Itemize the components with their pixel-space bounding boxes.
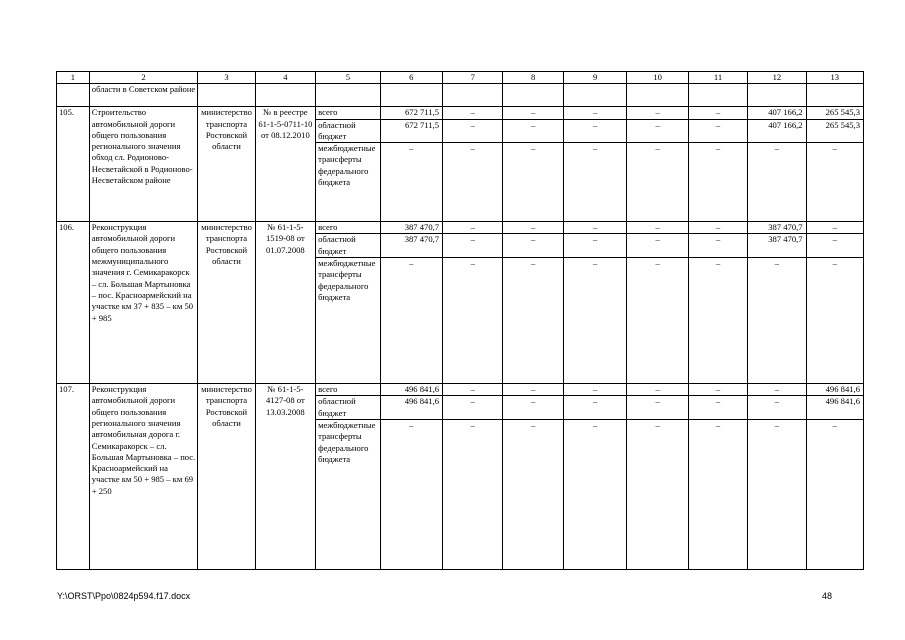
- col-header: 11: [688, 72, 747, 84]
- row-number: 106.: [57, 222, 90, 384]
- funding-source: всего: [316, 384, 381, 396]
- executor: министерство транспорта Ростовской области: [198, 107, 255, 222]
- value-col10: –: [627, 222, 688, 234]
- value-col9: –: [563, 396, 626, 420]
- value-col7: –: [443, 234, 503, 258]
- continuation-row: [57, 84, 864, 107]
- value-col11: –: [688, 258, 747, 384]
- value-col11: –: [688, 396, 747, 420]
- registration-number: № в реестре 61-1-5-0711-10 от 08.12.2010: [255, 107, 315, 222]
- value-col8: –: [503, 419, 563, 569]
- value-col12: –: [748, 419, 806, 569]
- executor: министерство транспорта Ростовской области: [198, 222, 255, 384]
- value-col10: –: [627, 258, 688, 384]
- value-col11: –: [688, 119, 747, 143]
- value-col13: 496 841,6: [806, 396, 863, 420]
- value-col8: –: [503, 143, 563, 222]
- value-col8: –: [503, 119, 563, 143]
- value-col8: –: [503, 258, 563, 384]
- value-col12: 407 166,2: [748, 107, 806, 119]
- value-col13: –: [806, 419, 863, 569]
- data-table: [56, 71, 864, 570]
- value-col6: 496 841,6: [380, 396, 442, 420]
- col-header: 1: [57, 72, 90, 84]
- table-row: [57, 107, 864, 119]
- value-col9: –: [563, 119, 626, 143]
- object-name: Реконструкция автомобильной дороги общего пользования межмуниципального значения г. Семикаракорск – сл. Большая Мартыновка – пос. Красноармейский на участке км 37 + 835 – км 50 + 985: [89, 222, 198, 384]
- value-col12: –: [748, 396, 806, 420]
- value-col7: –: [443, 143, 503, 222]
- col-header: 2: [89, 72, 198, 84]
- value-col10: –: [627, 119, 688, 143]
- registration-number: № 61-1-5-4127-08 от 13.03.2008: [255, 384, 315, 570]
- value-col12: 387 470,7: [748, 234, 806, 258]
- value-col13: 496 841,6: [806, 384, 863, 396]
- value-col7: –: [443, 396, 503, 420]
- footer-file-path: Y:\ORST\Ppo\0824p594.f17.docx: [57, 591, 191, 601]
- col-header: 7: [443, 72, 503, 84]
- value-col7: –: [443, 384, 503, 396]
- value-col6: 672 711,5: [380, 119, 442, 143]
- col-header: 3: [198, 72, 255, 84]
- object-name: Реконструкция автомобильной дороги общего пользования регионального значения автомобильная дорога г. Семикаракорск – сл. Большая Мартыновка – пос. Красноармейский на участке км 50 + 985 – км 69 + 250: [89, 384, 198, 570]
- value-col9: –: [563, 222, 626, 234]
- funding-source: областной бюджет: [316, 119, 381, 143]
- funding-source: межбюджетные трансферты федерального бюджета: [316, 143, 381, 222]
- value-col13: –: [806, 222, 863, 234]
- row-number: 105.: [57, 107, 90, 222]
- value-col9: –: [563, 384, 626, 396]
- value-col8: –: [503, 222, 563, 234]
- continuation-name: области в Советском районе: [89, 84, 198, 107]
- value-col13: –: [806, 234, 863, 258]
- value-col12: –: [748, 143, 806, 222]
- value-col11: –: [688, 419, 747, 569]
- value-col6: 672 711,5: [380, 107, 442, 119]
- value-col9: –: [563, 419, 626, 569]
- value-col6: –: [380, 143, 442, 222]
- row-number: 107.: [57, 384, 90, 570]
- value-col11: –: [688, 107, 747, 119]
- funding-source: областной бюджет: [316, 234, 381, 258]
- value-col9: –: [563, 143, 626, 222]
- value-col10: –: [627, 234, 688, 258]
- footer-page-number: 48: [822, 591, 833, 601]
- value-col9: –: [563, 234, 626, 258]
- value-col8: –: [503, 384, 563, 396]
- value-col11: –: [688, 384, 747, 396]
- value-col11: –: [688, 234, 747, 258]
- value-col13: –: [806, 258, 863, 384]
- value-col7: –: [443, 419, 503, 569]
- value-col10: –: [627, 396, 688, 420]
- value-col6: –: [380, 258, 442, 384]
- funding-source: всего: [316, 222, 381, 234]
- value-col6: –: [380, 419, 442, 569]
- value-col9: –: [563, 107, 626, 119]
- value-col13: 265 545,3: [806, 107, 863, 119]
- funding-source: областной бюджет: [316, 396, 381, 420]
- value-col7: –: [443, 258, 503, 384]
- funding-source: межбюджетные трансферты федерального бюджета: [316, 258, 381, 384]
- value-col10: –: [627, 107, 688, 119]
- value-col11: –: [688, 143, 747, 222]
- value-col12: –: [748, 258, 806, 384]
- value-col6: 387 470,7: [380, 222, 442, 234]
- col-header: 4: [255, 72, 315, 84]
- value-col8: –: [503, 396, 563, 420]
- value-col11: –: [688, 222, 747, 234]
- value-col10: –: [627, 384, 688, 396]
- object-name: Строительство автомобильной дороги общего пользования регионального значения обход сл. Родионово-Несветайской в Родионово-Несветайском районе: [89, 107, 198, 222]
- registration-number: № 61-1-5-1519-08 от 01.07.2008: [255, 222, 315, 384]
- col-header: 13: [806, 72, 863, 84]
- col-header: 6: [380, 72, 442, 84]
- value-col7: –: [443, 119, 503, 143]
- col-header: 10: [627, 72, 688, 84]
- column-number-row: [57, 72, 864, 84]
- value-col8: –: [503, 234, 563, 258]
- value-col7: –: [443, 107, 503, 119]
- value-col10: –: [627, 419, 688, 569]
- value-col7: –: [443, 222, 503, 234]
- value-col12: –: [748, 384, 806, 396]
- value-col13: –: [806, 143, 863, 222]
- value-col6: 387 470,7: [380, 234, 442, 258]
- col-header: 5: [316, 72, 381, 84]
- table-body: [57, 107, 864, 570]
- funding-source: всего: [316, 107, 381, 119]
- table-row: [57, 222, 864, 234]
- col-header: 9: [563, 72, 626, 84]
- value-col13: 265 545,3: [806, 119, 863, 143]
- value-col12: 387 470,7: [748, 222, 806, 234]
- table-row: [57, 384, 864, 396]
- executor: министерство транспорта Ростовской области: [198, 384, 255, 570]
- col-header: 8: [503, 72, 563, 84]
- funding-source: межбюджетные трансферты федерального бюджета: [316, 419, 381, 569]
- value-col6: 496 841,6: [380, 384, 442, 396]
- value-col12: 407 166,2: [748, 119, 806, 143]
- col-header: 12: [748, 72, 806, 84]
- value-col10: –: [627, 143, 688, 222]
- value-col9: –: [563, 258, 626, 384]
- value-col8: –: [503, 107, 563, 119]
